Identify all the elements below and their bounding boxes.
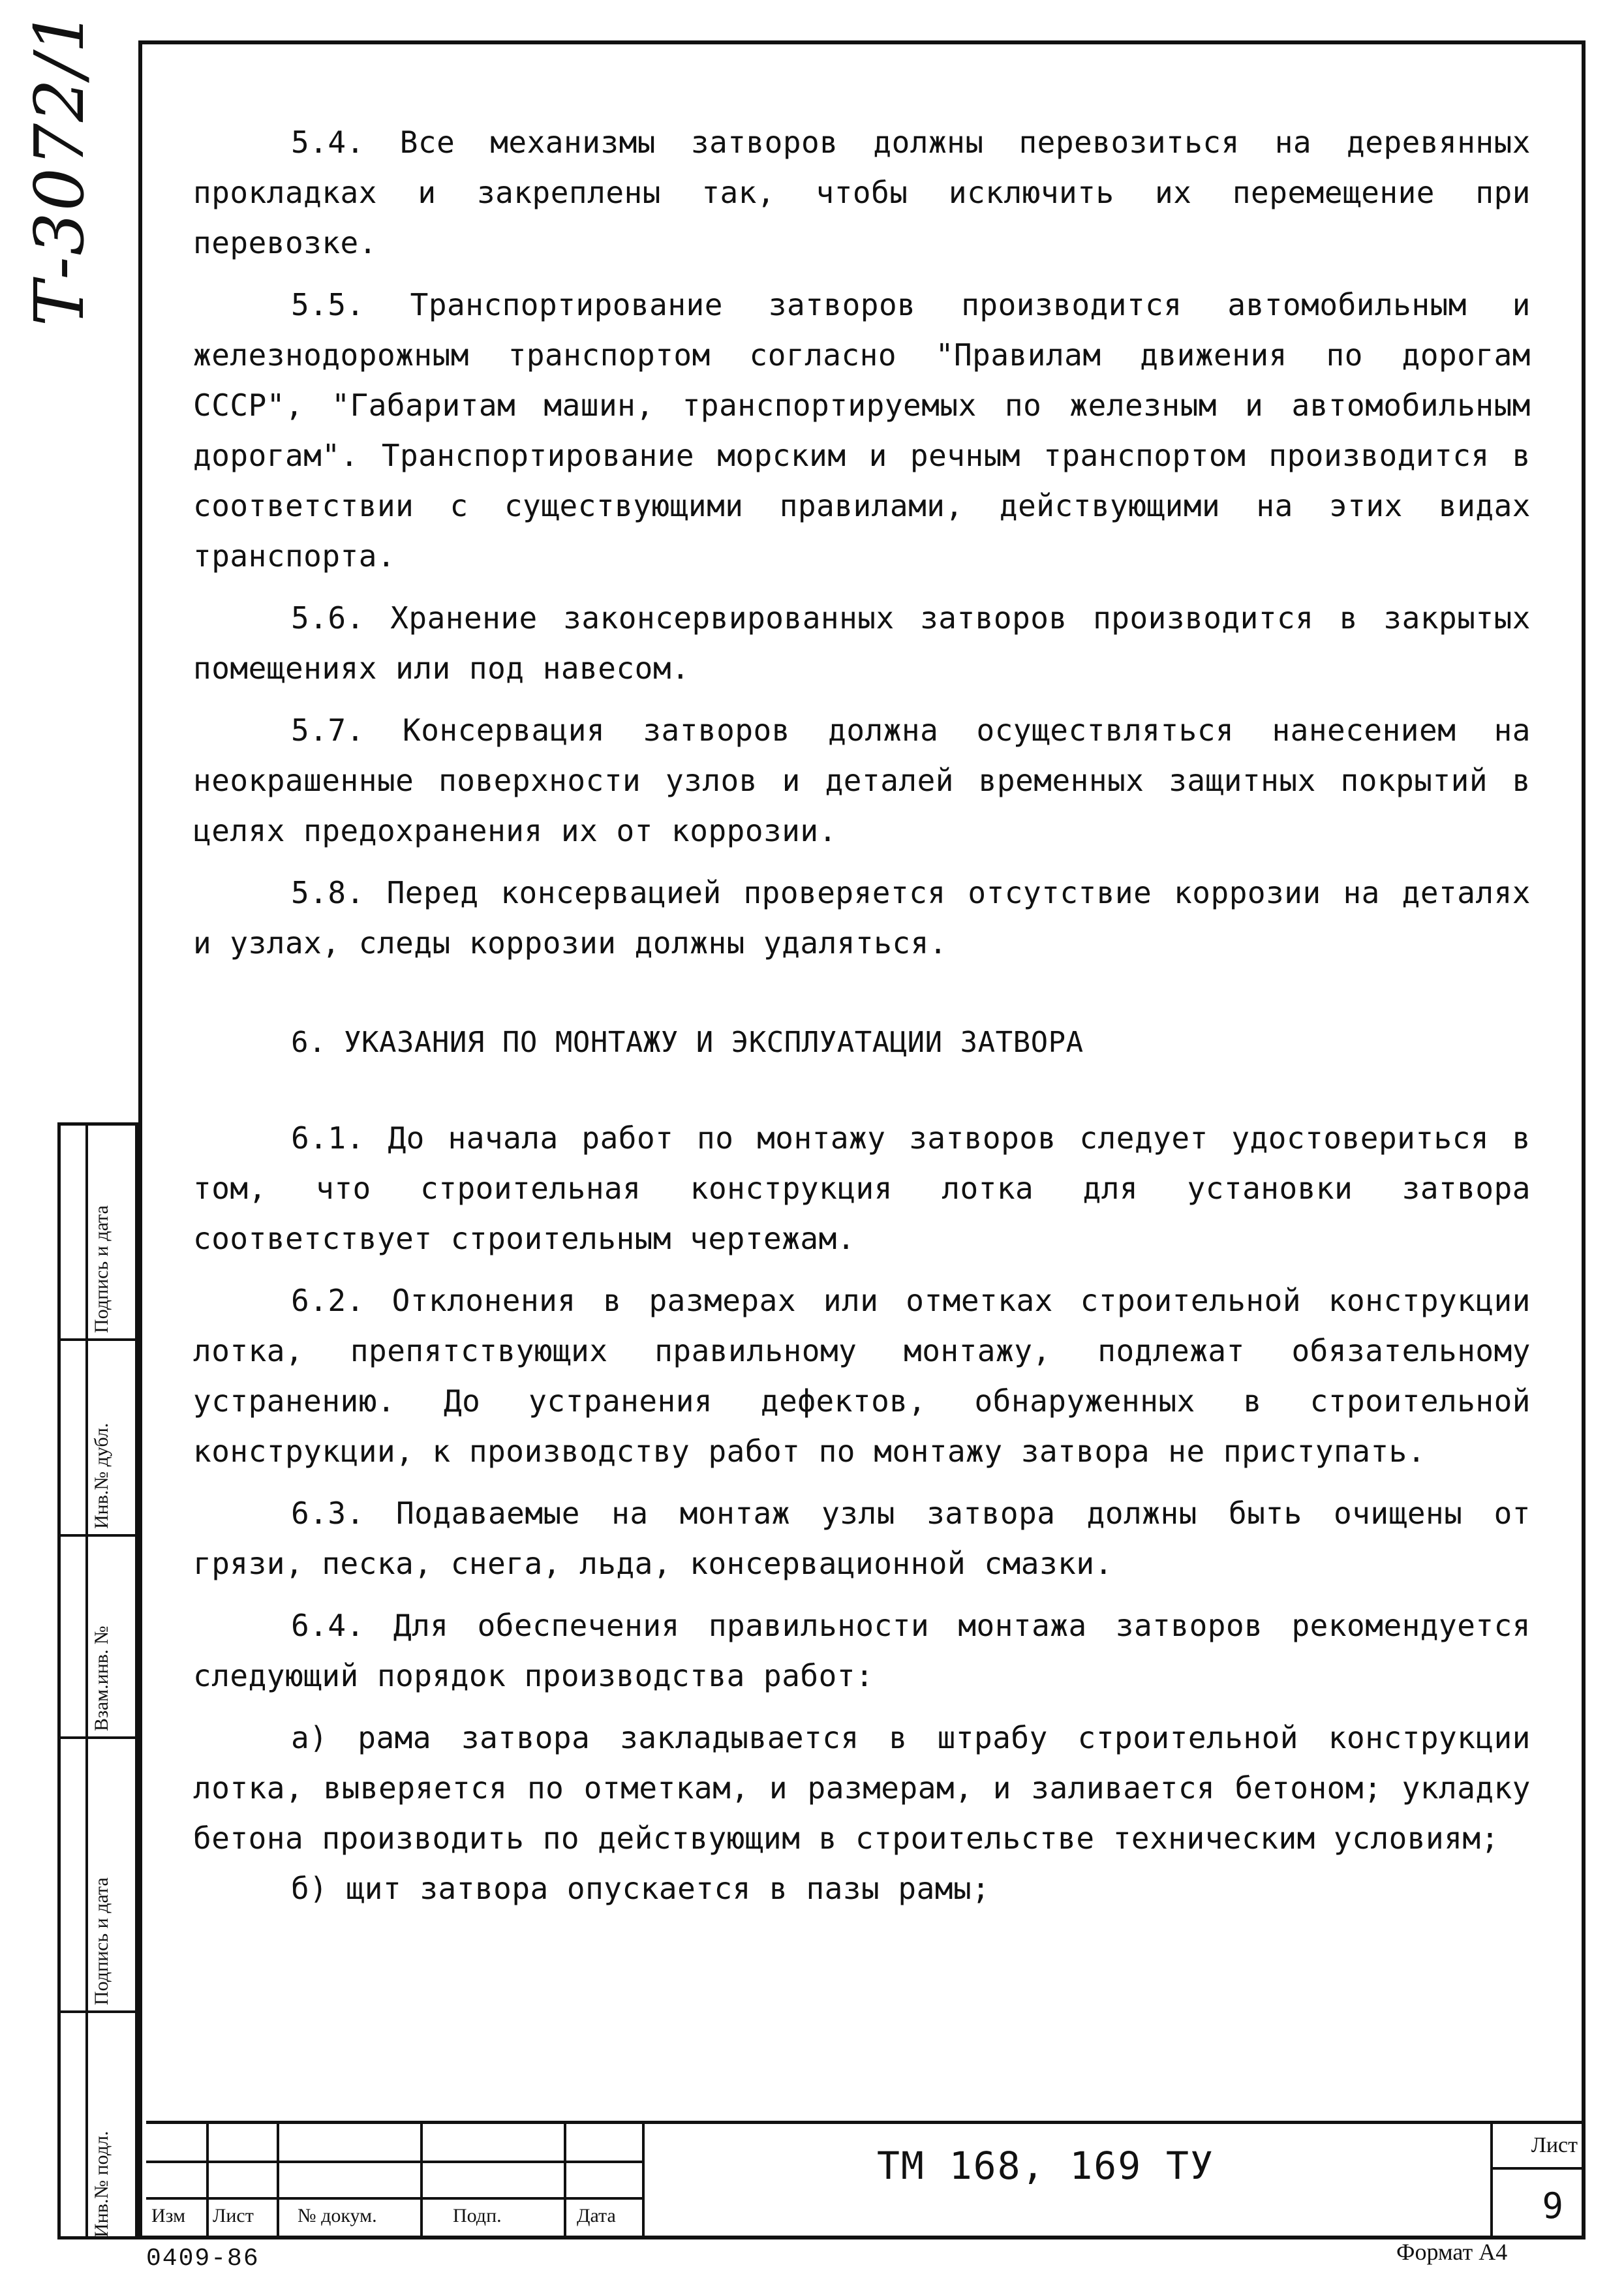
document-body (193, 117, 1531, 1914)
side-cell-inv-podl (61, 2013, 139, 2243)
side-cell-inv-dubl (61, 1341, 139, 1537)
stamp-sheet-line (1490, 2167, 1582, 2170)
archive-number: 0409-86 (146, 2245, 260, 2273)
stamp-col-list: Лист (213, 2205, 254, 2226)
paragraph-5-4: 5.4. Все механизмы затворов должны перевозиться на деревянных прокладках и закреплены так, чтобы исключить их перемещение при перевозке. (193, 125, 1531, 260)
stamp-col-line (206, 2124, 209, 2238)
stamp-col-line (420, 2124, 423, 2238)
stamp-col-podp: Подп. (453, 2205, 502, 2226)
paragraph-5-7: 5.7. Консервация затворов должна осуществляться нанесением на неокрашенные поверхности узлов и деталей временных защитных покрытий в целях предохранения их от коррозии. (193, 713, 1531, 848)
handwritten-archive-code: Т-3072/1 (20, 8, 99, 326)
stamp-col-line (1490, 2124, 1493, 2238)
paragraph-6-4: 6.4. Для обеспечения правильности монтажа затворов рекомендуется следующий порядок производства работ: (193, 1608, 1531, 1693)
paragraph-6-3: 6.3. Подаваемые на монтаж узлы затвора должны быть очищены от грязи, песка, снега, льда, консервационной смазки. (193, 1496, 1531, 1581)
stamp-col-line (277, 2124, 279, 2238)
stamp-col-date: Дата (577, 2205, 616, 2226)
title-block (146, 2121, 1582, 2238)
stamp-col-izm: Изм (151, 2205, 186, 2226)
side-cell-podpis-data-2 (61, 1126, 139, 1341)
stamp-col-line (564, 2124, 566, 2238)
sheet-label: Лист (1531, 2133, 1578, 2157)
paragraph-5-6: 5.6. Хранение законсервированных затворов производится в закрытых помещениях или под навесом. (193, 600, 1531, 686)
section-6-heading: 6. УКАЗАНИЯ ПО МОНТАЖУ И ЭКСПЛУАТАЦИИ ЗАТВОРА (291, 1026, 1084, 1059)
sheet-number: 9 (1542, 2185, 1563, 2226)
paragraph-6-2: 6.2. Отклонения в размерах или отметках строительной конструкции лотка, препятствующих правильному монтажу, подлежат обязательному устранению. До устранения дефектов, обнаруженных в строительной конструкции, к производству работ по монтажу затвора не приступать. (193, 1283, 1531, 1469)
side-label-podpis-data-1: Подпись и дата (91, 1877, 112, 2005)
document-code: ТМ 168, 169 ТУ (877, 2144, 1214, 2188)
paragraph-5-5: 5.5. Транспортирование затворов производится автомобильным и железнодорожным транспортом согласно "Правилам движения по дорогам СССР", "Габаритам машин, транспортируемых по железным и автомобильным дорогам". Транспортирование морским и речным транспортом производится в соответствии с существующими правилами, действующими на этих видах транспорта. (193, 287, 1531, 574)
side-label-inv-dubl: Инв.№ дубл. (91, 1423, 112, 1529)
side-label-vzam-inv: Взам.инв. № (91, 1625, 112, 1731)
side-label-podpis-data-2: Подпись и дата (91, 1205, 112, 1333)
side-cell-podpis-data-1 (61, 1739, 139, 2013)
stamp-col-doc: № докум. (298, 2205, 377, 2226)
paragraph-6-1: 6.1. До начала работ по монтажу затворов следует удостовериться в том, что строительная конструкция лотка для установки затвора соответствует строительным чертежам. (193, 1120, 1531, 1256)
format-label: Формат А4 (1396, 2239, 1508, 2265)
stamp-col-line (642, 2124, 645, 2238)
side-cell-vzam-inv (61, 1537, 139, 1739)
stamp-row-line (146, 2197, 642, 2200)
stamp-row-line (146, 2161, 642, 2163)
side-label-inv-podl: Инв.№ подл. (91, 2131, 112, 2238)
paragraph-5-8: 5.8. Перед консервацией проверяется отсутствие коррозии на деталях и узлах, следы коррозии должны удаляться. (193, 875, 1531, 961)
list-item-b: б) щит затвора опускается в пазы рамы; (291, 1871, 990, 1906)
side-stamp (57, 1122, 138, 2239)
list-item-a: а) рама затвора закладывается в штрабу строительной конструкции лотка, выверяется по отметкам, и размерам, и заливается бетоном; укладку бетона производить по действующим в строительстве техническим условиям; (193, 1720, 1531, 1856)
